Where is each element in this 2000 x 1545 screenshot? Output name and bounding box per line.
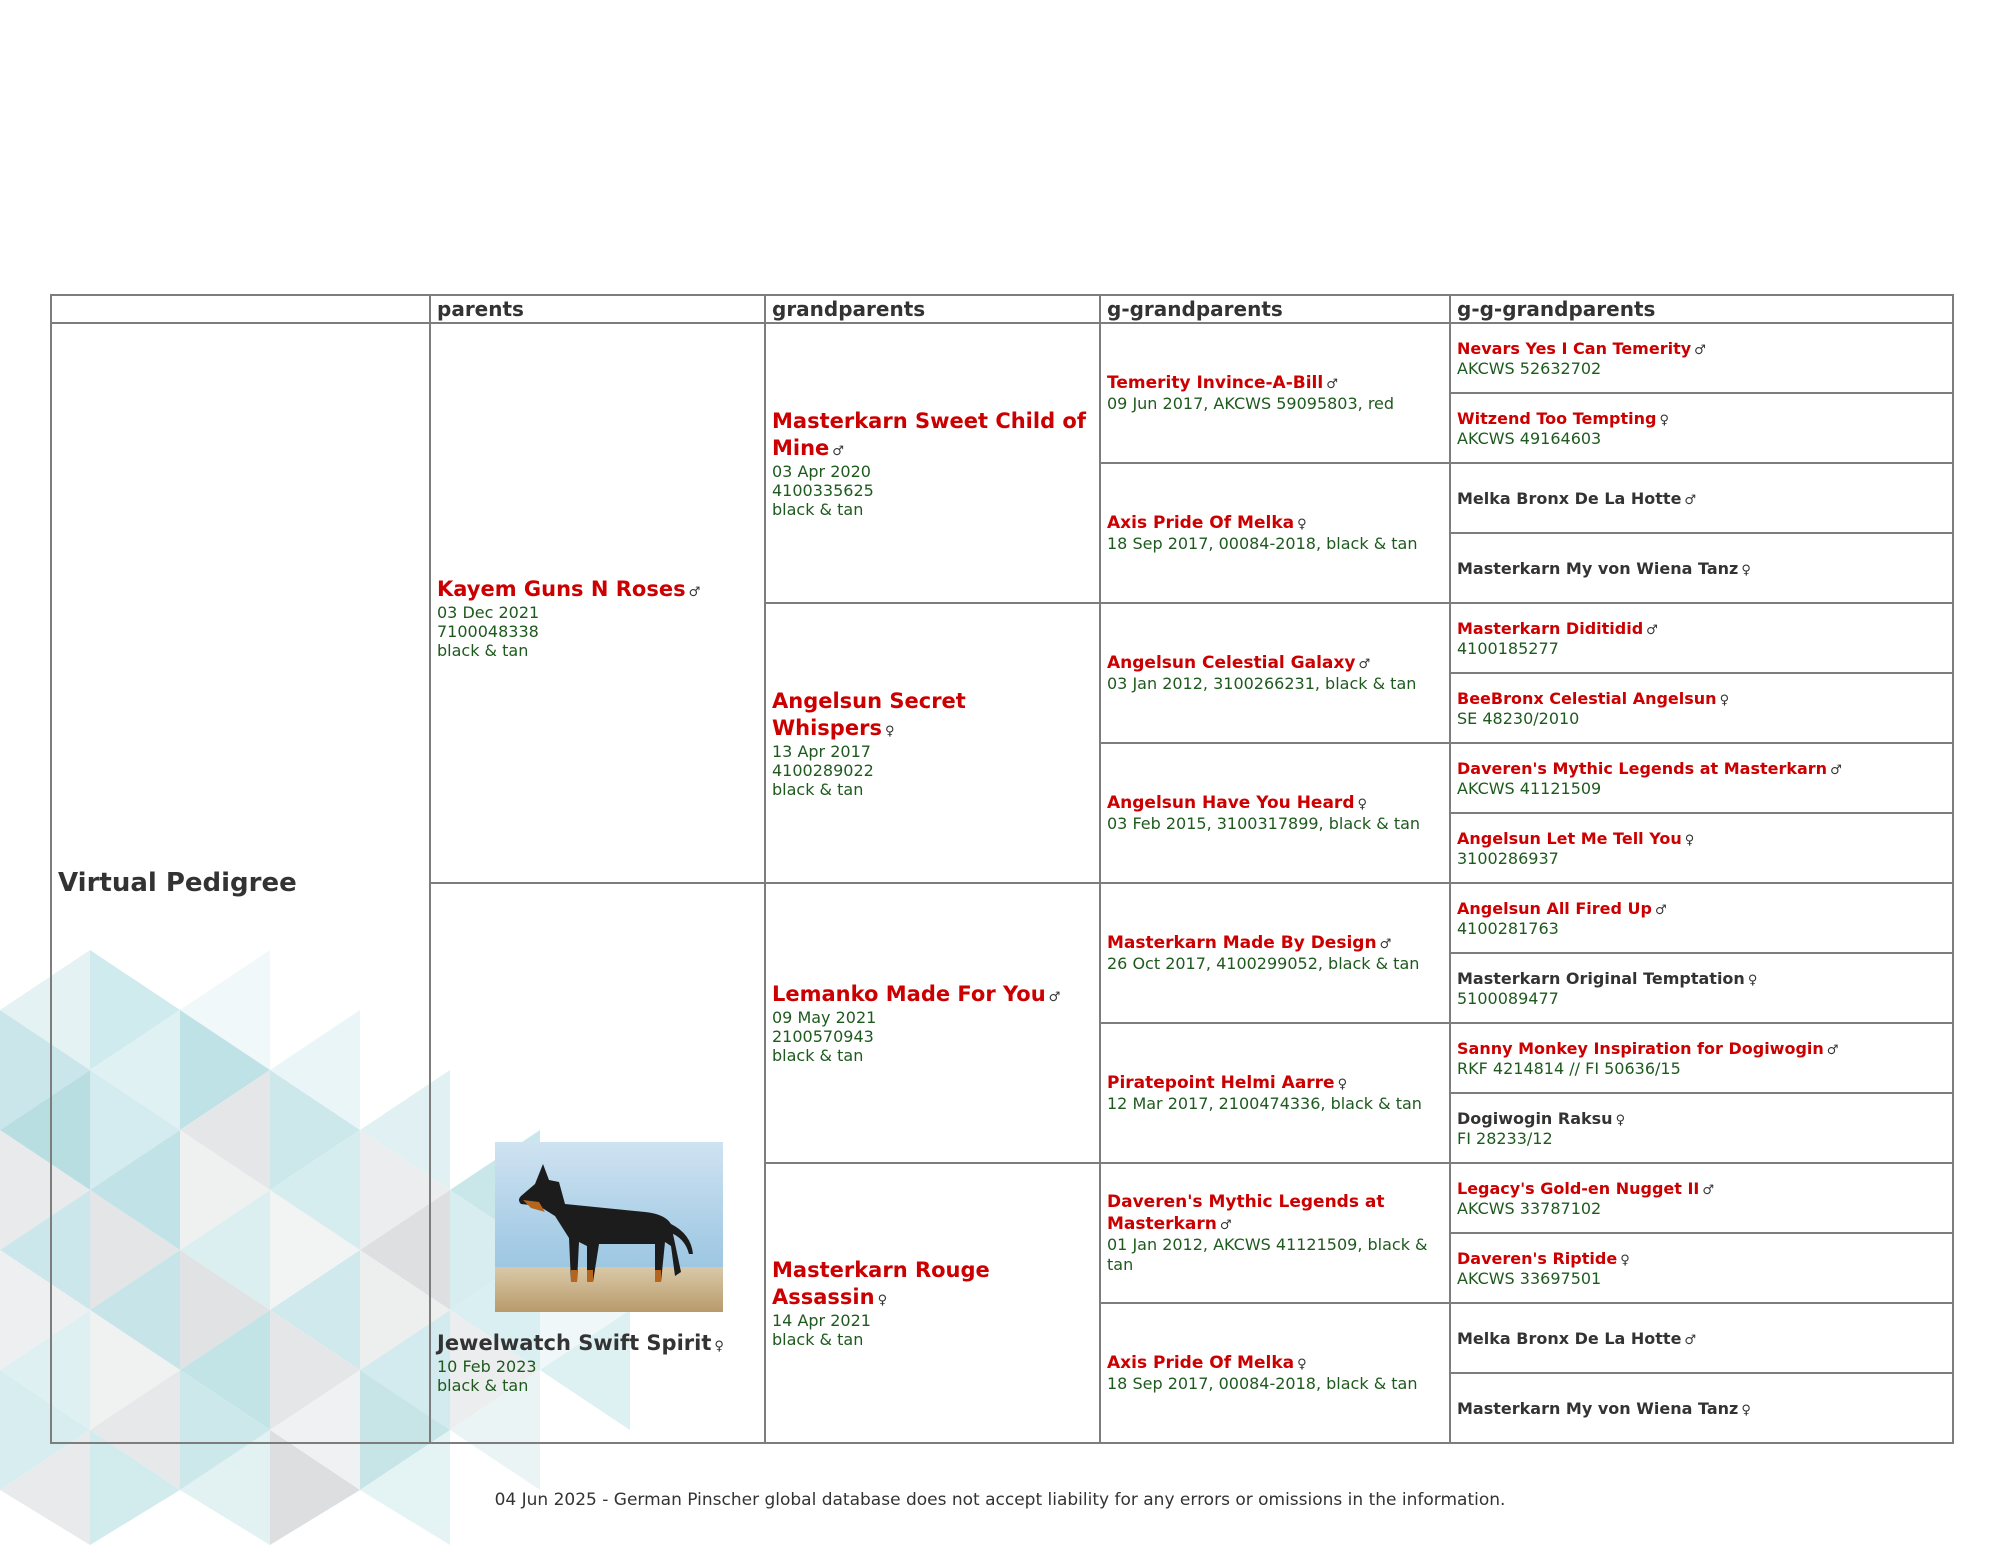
dog-photo xyxy=(495,1142,723,1312)
grandparent-name-link[interactable]: Angelsun Secret Whispers xyxy=(772,688,966,740)
male-icon: ♂ xyxy=(1830,763,1842,778)
g-g-grandparent-cell xyxy=(1450,1163,1953,1233)
grandparent-color: black & tan xyxy=(772,779,864,799)
female-icon: ♀ xyxy=(1684,833,1695,848)
g-grandparent-info: 18 Sep 2017, 00084-2018, black & tan xyxy=(1107,534,1418,553)
pedigree-table xyxy=(50,294,1954,1444)
g-grandparent-name-link[interactable]: Piratepoint Helmi Aarre xyxy=(1107,1073,1335,1093)
grandparent-cell xyxy=(765,323,1100,603)
g-g-grandparent-cell xyxy=(1450,463,1953,533)
g-g-grandparent-name-link[interactable]: Masterkarn Diditidid xyxy=(1457,619,1644,638)
grandparent-name-link[interactable]: Masterkarn Sweet Child of Mine xyxy=(772,408,1086,460)
g-g-grandparent-reg: 5100089477 xyxy=(1457,989,1559,1008)
g-g-grandparent-cell xyxy=(1450,743,1953,813)
g-grandparent-info: 26 Oct 2017, 4100299052, black & tan xyxy=(1107,954,1420,973)
male-icon: ♂ xyxy=(1684,492,1697,508)
g-g-grandparent-reg: AKCWS 33787102 xyxy=(1457,1199,1602,1218)
g-grandparent-cell xyxy=(1100,1023,1450,1163)
grandparent-born: 14 Apr 2021 xyxy=(772,1311,871,1330)
g-g-grandparent-name: Masterkarn My von Wiena Tanz xyxy=(1457,1398,1739,1418)
female-icon: ♀ xyxy=(714,1338,724,1354)
g-grandparent-name-link[interactable]: Daveren's Mythic Legends at Masterkarn xyxy=(1107,1192,1385,1234)
header-row xyxy=(51,295,1953,323)
grandparent-cell xyxy=(765,603,1100,883)
g-g-grandparent-cell xyxy=(1450,673,1953,743)
male-icon: ♂ xyxy=(1048,990,1061,1005)
grandparent-color: black & tan xyxy=(772,1046,864,1065)
female-icon: ♀ xyxy=(1659,413,1669,428)
g-grandparent-cell xyxy=(1100,323,1450,463)
female-icon: ♀ xyxy=(1337,1077,1348,1092)
male-icon: ♂ xyxy=(1654,903,1667,918)
table-row xyxy=(51,323,1953,393)
g-grandparent-info: 03 Jan 2012, 3100266231, black & tan xyxy=(1107,674,1417,693)
female-icon: ♀ xyxy=(1615,1113,1626,1128)
female-icon: ♀ xyxy=(1620,1253,1630,1268)
male-icon: ♂ xyxy=(1326,377,1338,392)
g-g-grandparent-reg: 4100281763 xyxy=(1457,919,1559,938)
grandparent-name-link[interactable]: Lemanko Made For You xyxy=(772,982,1046,1006)
title-cell xyxy=(51,323,430,1443)
g-g-grandparent-cell xyxy=(1450,393,1953,463)
grandparent-reg: 4100289022 xyxy=(772,760,874,780)
male-icon: ♂ xyxy=(1646,623,1658,638)
g-grandparent-cell xyxy=(1100,743,1450,883)
g-grandparent-info: 09 Jun 2017, AKCWS 59095803, red xyxy=(1107,394,1395,413)
grandparent-color: black & tan xyxy=(772,499,864,519)
g-g-grandparent-name-link[interactable]: Witzend Too Tempting xyxy=(1457,409,1657,428)
female-icon: ♀ xyxy=(1357,797,1368,812)
g-grandparent-info: 18 Sep 2017, 00084-2018, black & tan xyxy=(1107,1374,1418,1393)
male-icon: ♂ xyxy=(1219,1218,1232,1233)
g-grandparent-name-link[interactable]: Axis Pride Of Melka xyxy=(1107,513,1295,533)
female-icon: ♀ xyxy=(1747,973,1758,988)
dam-cell xyxy=(430,883,765,1443)
g-g-grandparent-reg: AKCWS 52632702 xyxy=(1457,359,1602,378)
g-grandparent-cell xyxy=(1100,1163,1450,1303)
g-g-grandparent-name-link[interactable]: Angelsun Let Me Tell You xyxy=(1457,829,1682,848)
g-g-grandparent-name-link[interactable]: BeeBronx Celestial Angelsun xyxy=(1457,689,1717,708)
male-icon: ♂ xyxy=(1694,343,1706,358)
dam-color: black & tan xyxy=(437,1375,529,1395)
g-g-grandparent-name-link[interactable]: Nevars Yes I Can Temerity xyxy=(1457,339,1692,358)
g-g-grandparent-name: Masterkarn Original Temptation xyxy=(1457,969,1745,988)
g-g-grandparent-name-link[interactable]: Daveren's Mythic Legends at Masterkarn xyxy=(1457,759,1828,778)
page-title: Virtual Pedigree xyxy=(58,868,297,898)
grandparent-born: 09 May 2021 xyxy=(772,1008,877,1027)
male-icon: ♂ xyxy=(688,585,701,600)
male-icon: ♂ xyxy=(832,443,844,459)
sire-name-link[interactable]: Kayem Guns N Roses xyxy=(437,577,686,601)
header-grandparents: grandparents xyxy=(765,295,1100,323)
dam-name: Jewelwatch Swift Spirit xyxy=(437,1330,712,1355)
g-g-grandparent-reg: AKCWS 33697501 xyxy=(1457,1269,1602,1288)
g-g-grandparent-cell xyxy=(1450,603,1953,673)
grandparent-name-link[interactable]: Masterkarn Rouge Assassin xyxy=(772,1258,990,1309)
g-g-grandparent-cell xyxy=(1450,1303,1953,1373)
g-grandparent-info: 12 Mar 2017, 2100474336, black & tan xyxy=(1107,1094,1422,1113)
g-g-grandparent-name-link[interactable]: Angelsun All Fired Up xyxy=(1457,899,1652,918)
g-g-grandparent-name-link[interactable]: Legacy's Gold-en Nugget II xyxy=(1457,1179,1700,1198)
g-g-grandparent-cell xyxy=(1450,883,1953,953)
female-icon: ♀ xyxy=(1741,562,1751,578)
g-g-grandparent-reg: RKF 4214814 // FI 50636/15 xyxy=(1457,1059,1681,1078)
grandparent-cell xyxy=(765,1163,1100,1443)
header-blank xyxy=(51,295,430,323)
female-icon: ♀ xyxy=(1297,517,1307,532)
g-g-grandparent-name: Melka Bronx De La Hotte xyxy=(1457,1328,1682,1348)
g-g-grandparent-name: Masterkarn My von Wiena Tanz xyxy=(1457,558,1739,578)
g-grandparent-cell xyxy=(1100,463,1450,603)
header-g-grandparents: g-grandparents xyxy=(1100,295,1450,323)
g-grandparent-cell xyxy=(1100,603,1450,743)
g-g-grandparent-name-link[interactable]: Daveren's Riptide xyxy=(1457,1249,1618,1268)
male-icon: ♂ xyxy=(1358,657,1371,672)
male-icon: ♂ xyxy=(1379,937,1392,952)
g-grandparent-cell xyxy=(1100,883,1450,1023)
g-g-grandparent-cell xyxy=(1450,813,1953,883)
male-icon: ♂ xyxy=(1826,1043,1839,1058)
sire-reg: 7100048338 xyxy=(437,622,539,641)
g-grandparent-info: 03 Feb 2015, 3100317899, black & tan xyxy=(1107,814,1421,833)
sire-color: black & tan xyxy=(437,641,529,660)
header-parents: parents xyxy=(430,295,765,323)
g-grandparent-name-link[interactable]: Masterkarn Made By Design xyxy=(1107,933,1377,953)
female-icon: ♀ xyxy=(1741,1402,1751,1418)
g-grandparent-cell xyxy=(1100,1303,1450,1443)
g-g-grandparent-cell xyxy=(1450,1023,1953,1093)
g-g-grandparent-cell xyxy=(1450,953,1953,1023)
g-g-grandparent-cell xyxy=(1450,1093,1953,1163)
g-g-grandparent-reg: AKCWS 49164603 xyxy=(1457,429,1602,448)
male-icon: ♂ xyxy=(1684,1332,1697,1348)
male-icon: ♂ xyxy=(1702,1183,1715,1198)
sire-cell xyxy=(430,323,765,883)
g-g-grandparent-reg: 3100286937 xyxy=(1457,849,1559,868)
female-icon: ♀ xyxy=(884,723,895,739)
grandparent-born: 03 Apr 2020 xyxy=(772,461,871,481)
grandparent-cell xyxy=(765,883,1100,1163)
g-g-grandparent-reg: 4100185277 xyxy=(1457,639,1559,658)
g-g-grandparent-reg: SE 48230/2010 xyxy=(1457,709,1580,728)
g-g-grandparent-cell xyxy=(1450,1233,1953,1303)
g-g-grandparent-name: Melka Bronx De La Hotte xyxy=(1457,488,1682,508)
g-g-grandparent-reg: FI 28233/12 xyxy=(1457,1129,1553,1148)
g-g-grandparent-reg: AKCWS 41121509 xyxy=(1457,779,1602,798)
female-icon: ♀ xyxy=(1297,1357,1307,1372)
header-g-g-grandparents: g-g-grandparents xyxy=(1450,295,1953,323)
sire-born: 03 Dec 2021 xyxy=(437,603,540,622)
g-grandparent-name-link[interactable]: Angelsun Have You Heard xyxy=(1107,793,1355,813)
g-grandparent-name-link[interactable]: Angelsun Celestial Galaxy xyxy=(1107,653,1356,673)
g-grandparent-info: 01 Jan 2012, AKCWS 41121509, black & tan xyxy=(1107,1235,1428,1274)
dam-born: 10 Feb 2023 xyxy=(437,1356,537,1376)
g-g-grandparent-name: Dogiwogin Raksu xyxy=(1457,1109,1613,1128)
female-icon: ♀ xyxy=(1719,693,1730,708)
grandparent-reg: 4100335625 xyxy=(772,480,874,500)
grandparent-color: black & tan xyxy=(772,1330,864,1349)
g-g-grandparent-cell xyxy=(1450,323,1953,393)
grandparent-born: 13 Apr 2017 xyxy=(772,741,871,761)
g-g-grandparent-name-link[interactable]: Sanny Monkey Inspiration for Dogiwogin xyxy=(1457,1039,1824,1058)
g-grandparent-name-link[interactable]: Axis Pride Of Melka xyxy=(1107,1353,1295,1373)
disclaimer-footer: 04 Jun 2025 - German Pinscher global database does not accept liability for any errors or omissions in the information. xyxy=(494,1490,1506,1510)
female-icon: ♀ xyxy=(877,1293,888,1308)
g-g-grandparent-cell xyxy=(1450,1373,1953,1443)
grandparent-reg: 2100570943 xyxy=(772,1027,874,1046)
g-g-grandparent-cell xyxy=(1450,533,1953,603)
g-grandparent-name-link[interactable]: Temerity Invince-A-Bill xyxy=(1107,373,1324,393)
